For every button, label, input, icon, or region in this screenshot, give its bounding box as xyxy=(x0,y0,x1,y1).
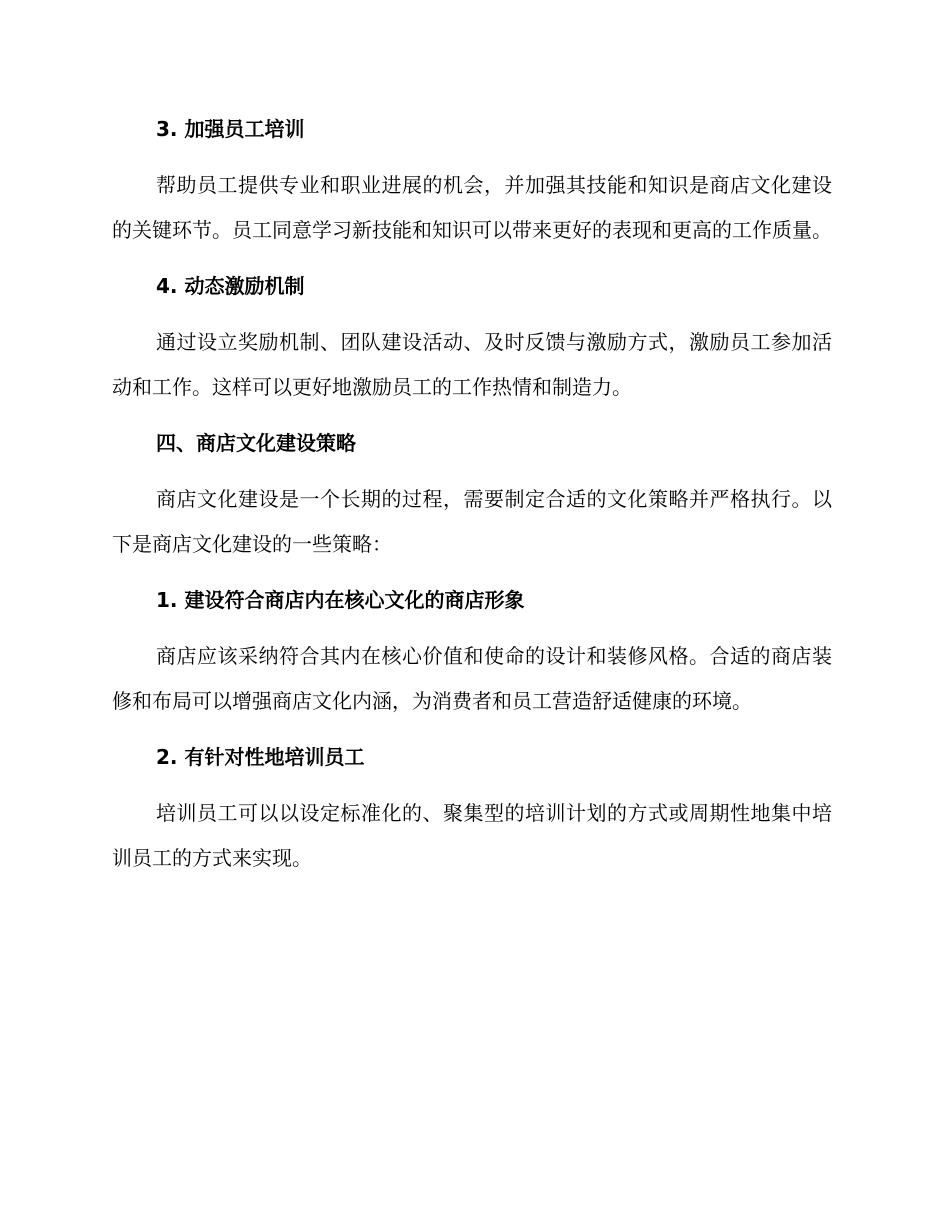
document-body xyxy=(112,106,832,891)
para-incentive: 通过设立奖励机制、团队建设活动、及时反馈与激励方式，激励员工参加活动和工作。这样可以更好地激励员工的工作热情和制造力。 xyxy=(112,330,832,399)
heading-dynamic-incentive: 4. 动态激励机制 xyxy=(156,274,305,298)
heading-store-image: 1. 建设符合商店内在核心文化的商店形象 xyxy=(156,588,525,612)
para-targeted-training: 培训员工可以以设定标准化的、聚集型的培训计划的方式或周期性地集中培训员工的方式来实现。 xyxy=(112,801,832,870)
heading-section-four: 四、商店文化建设策略 xyxy=(156,431,356,455)
heading-targeted-training: 2. 有针对性地培训员工 xyxy=(156,745,365,769)
para-training: 帮助员工提供专业和职业进展的机会，并加强其技能和知识是商店文化建设的关键环节。员工同意学习新技能和知识可以带来更好的表现和更高的工作质量。 xyxy=(112,173,832,242)
para-strategy-intro: 商店文化建设是一个长期的过程，需要制定合适的文化策略并严格执行。以下是商店文化建设的一些策略： xyxy=(112,487,832,556)
heading-strengthen-training: 3. 加强员工培训 xyxy=(156,117,305,141)
para-store-image: 商店应该采纳符合其内在核心价值和使命的设计和装修风格。合适的商店装修和布局可以增强商店文化内涵，为消费者和员工营造舒适健康的环境。 xyxy=(112,644,832,713)
